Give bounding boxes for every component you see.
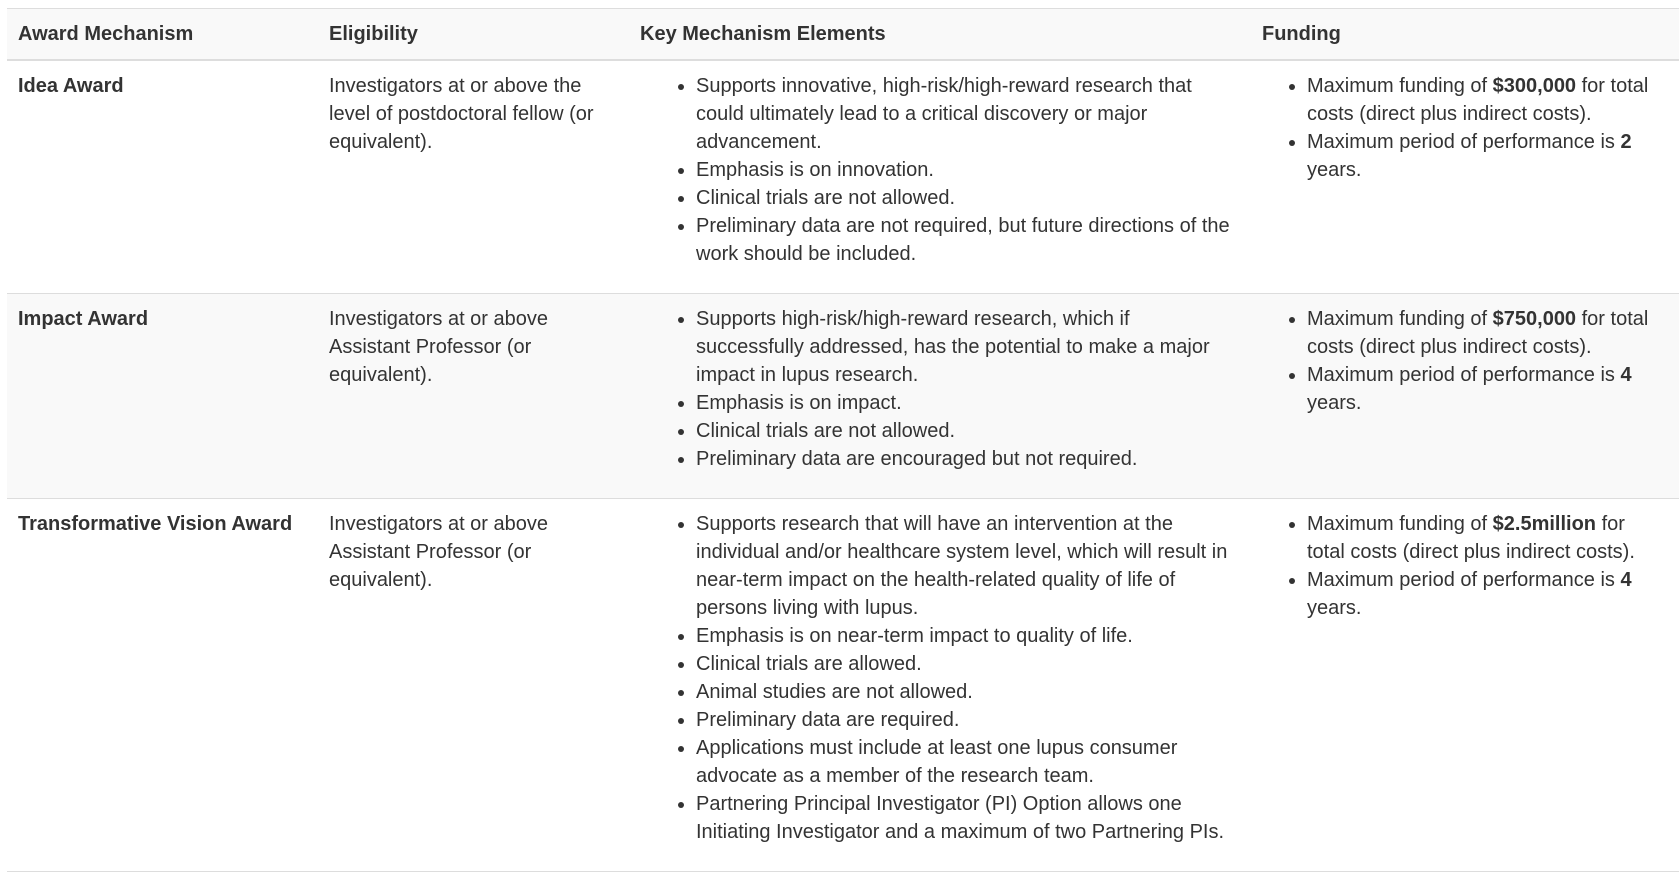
header-award-mechanism: Award Mechanism (18, 23, 194, 45)
max-period-item (1307, 566, 1668, 622)
key-elements-cell (629, 499, 1251, 872)
funding-list (1262, 510, 1668, 622)
list-item: • Clinical trials are not allowed. (696, 184, 1240, 212)
award-mechanisms-table (7, 8, 1679, 872)
max-funding-amount: $2.5million (1492, 513, 1597, 535)
funding-list (1262, 72, 1668, 184)
list-item: • Clinical trials are allowed. (696, 650, 1240, 678)
eligibility-cell: Investigators at or above Assistant Professor (or equivalent). (329, 513, 549, 591)
funding-list (1262, 305, 1668, 417)
list-item: • Supports research that will have an intervention at the individual and/or healthcare system level, which will result in near-term impact on the health-related quality of life of persons living with lupus. (696, 510, 1240, 622)
period-prefix: Maximum period of performance is (1307, 131, 1621, 153)
table-row (7, 294, 1679, 499)
header-row (7, 9, 1679, 61)
max-period-item (1307, 128, 1668, 184)
key-elements-list (640, 72, 1240, 268)
max-funding-prefix: Maximum funding of (1307, 75, 1493, 97)
list-item: • Emphasis is on impact. (696, 389, 1240, 417)
funding-cell (1251, 294, 1679, 499)
list-item: • Emphasis is on innovation. (696, 156, 1240, 184)
list-item: • Preliminary data are encouraged but not required. (696, 445, 1240, 473)
key-elements-list (640, 305, 1240, 473)
award-mechanism-cell: Transformative Vision Award (18, 513, 293, 535)
list-item: • Partnering Principal Investigator (PI) Option allows one Initiating Investigator and a maximum of two Partnering PIs. (696, 790, 1240, 846)
max-funding-suffix: for total costs (direct plus indirect costs). (1307, 308, 1649, 358)
max-funding-prefix: Maximum funding of (1307, 308, 1493, 330)
max-funding-item (1307, 510, 1668, 566)
list-item: • Emphasis is on near-term impact to quality of life. (696, 622, 1240, 650)
award-mechanism-cell: Impact Award (18, 308, 149, 330)
key-elements-cell (629, 60, 1251, 294)
table-body (7, 60, 1679, 872)
list-item: • Supports innovative, high-risk/high-reward research that could ultimately lead to a critical discovery or major advancement. (696, 72, 1240, 156)
period-suffix: years. (1307, 159, 1362, 181)
list-item: • Preliminary data are required. (696, 706, 1240, 734)
table-row (7, 60, 1679, 294)
table-row (7, 499, 1679, 872)
funding-cell (1251, 60, 1679, 294)
key-elements-list (640, 510, 1240, 846)
award-mechanism-cell: Idea Award (18, 75, 124, 97)
max-funding-suffix: for total costs (direct plus indirect costs). (1307, 513, 1635, 563)
list-item: • Animal studies are not allowed. (696, 678, 1240, 706)
funding-cell (1251, 499, 1679, 872)
list-item: • Applications must include at least one lupus consumer advocate as a member of the research team. (696, 734, 1240, 790)
header-eligibility: Eligibility (329, 23, 418, 45)
period-suffix: years. (1307, 597, 1362, 619)
eligibility-cell: Investigators at or above Assistant Professor (or equivalent). (329, 308, 549, 386)
eligibility-cell: Investigators at or above the level of postdoctoral fellow (or equivalent). (329, 75, 594, 153)
award-mechanisms-table-container (7, 8, 1679, 872)
list-item: • Supports high-risk/high-reward research, which if successfully addressed, has the potential to make a major impact in lupus research. (696, 305, 1240, 389)
max-period-item (1307, 361, 1668, 417)
header-key-mechanism-elements: Key Mechanism Elements (640, 23, 886, 45)
list-item: • Clinical trials are not allowed. (696, 417, 1240, 445)
max-funding-prefix: Maximum funding of (1307, 513, 1493, 535)
max-funding-item (1307, 72, 1668, 128)
max-funding-suffix: for total costs (direct plus indirect costs). (1307, 75, 1649, 125)
header-funding: Funding (1262, 23, 1341, 45)
list-item: • Preliminary data are not required, but future directions of the work should be included. (696, 212, 1240, 268)
period-years: 4 (1620, 364, 1632, 386)
max-funding-item (1307, 305, 1668, 361)
period-years: 2 (1620, 131, 1632, 153)
period-prefix: Maximum period of performance is (1307, 569, 1621, 591)
period-suffix: years. (1307, 392, 1362, 414)
table-header (7, 9, 1679, 61)
period-years: 4 (1620, 569, 1632, 591)
key-elements-cell (629, 294, 1251, 499)
max-funding-amount: $750,000 (1492, 308, 1577, 330)
max-funding-amount: $300,000 (1492, 75, 1577, 97)
period-prefix: Maximum period of performance is (1307, 364, 1621, 386)
